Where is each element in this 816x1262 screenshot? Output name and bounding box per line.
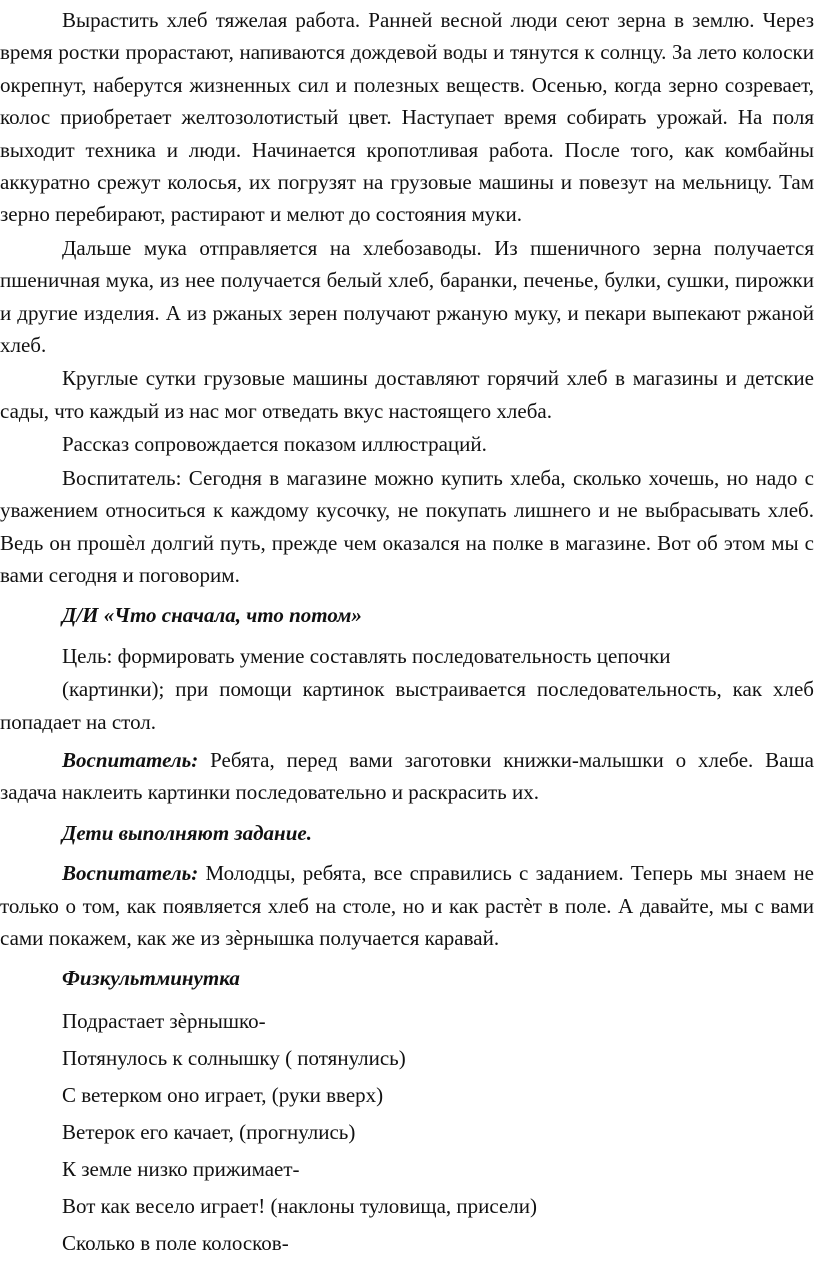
speaker-label: Воспитатель:: [62, 747, 199, 772]
exercise-heading: Физкультминутка: [62, 966, 240, 991]
exercise-poem: [0, 1003, 814, 1262]
task-text: Ребята, перед вами заготовки книжки-малышки о хлебе. Ваша задача наклеить картинки последовательно и раскрасить их.: [0, 747, 814, 805]
paragraph-task: [0, 744, 814, 809]
game-goal-line2: (картинки); при помощи картинок выстраивается последовательность, как хлеб попадает на стол.: [0, 677, 814, 734]
game-goal-line1: Цель: формировать умение составлять последовательность цепочки: [62, 643, 671, 668]
paragraph-praise: [0, 857, 814, 954]
poem-line: С ветерком оно играет, (руки вверх): [62, 1082, 384, 1107]
kids-heading: Дети выполняют задание.: [62, 820, 312, 845]
speaker-label: Воспитатель:: [62, 861, 199, 886]
poem-line: Потянулось к солнышку ( потянулись): [62, 1045, 406, 1070]
game-heading: Д/И «Что сначала, что потом»: [62, 603, 362, 628]
poem-line: Ветерок его качает, (прогнулись): [62, 1119, 356, 1144]
paragraph-bread-growing: Вырастить хлеб тяжелая работа. Ранней весной люди сеют зерна в землю. Через время ростки прорастают, напиваются дождевой воды и тянутся к солнцу. За лето колоски окрепнут, наберутся жизненных сил и полезных веществ. Осенью, когда зерно созревает, колос приобретает желтозолотистый цвет. Наступает время собирать урожай. На поля выходит техника и люди. Начинается кропотливая работа. После того, как комбайны аккуратно срежут колосья, их погрузят на грузовые машины и повезут на мельницу. Там зерно перебирают, растирают и мелют до состояния муки.: [0, 8, 814, 227]
poem-line: Подрастает зѐрнышко-: [62, 1008, 266, 1033]
praise-text: Молодцы, ребята, все справились с заданием. Теперь мы знаем не только о том, как появляется хлеб на столе, но и как растѐт в поле. А давайте, мы с вами сами покажем, как же из зѐрнышка получается каравай.: [0, 861, 814, 950]
poem-line: Вот как весело играет! (наклоны туловища, присели): [62, 1193, 538, 1218]
poem-line: Сколько в поле колосков-: [62, 1230, 289, 1255]
paragraph-delivery: Круглые сутки грузовые машины доставляют горячий хлеб в магазины и детские сады, что каждый из нас мог отведать вкус настоящего хлеба.: [0, 366, 814, 423]
poem-line: К земле низко прижимает-: [62, 1156, 300, 1181]
paragraph-teacher-intro: Воспитатель: Сегодня в магазине можно купить хлеба, сколько хочешь, но надо с уважением относиться к каждому кусочку, не покупать лишнего и не выбрасывать хлеб. Ведь он прошѐл долгий путь, прежде чем оказался на полке в магазине. Вот об этом мы с вами сегодня и поговорим.: [0, 465, 814, 587]
paragraph-flour: Дальше мука отправляется на хлебозаводы. Из пшеничного зерна получается пшеничная мука, из нее получается белый хлеб, баранки, печенье, булки, сушки, пирожки и другие изделия. А из ржаных зерен получают ржаную муку, и пекари выпекают ржаной хлеб.: [0, 235, 814, 358]
paragraph-illustrations: Рассказ сопровождается показом иллюстраций.: [62, 432, 487, 457]
